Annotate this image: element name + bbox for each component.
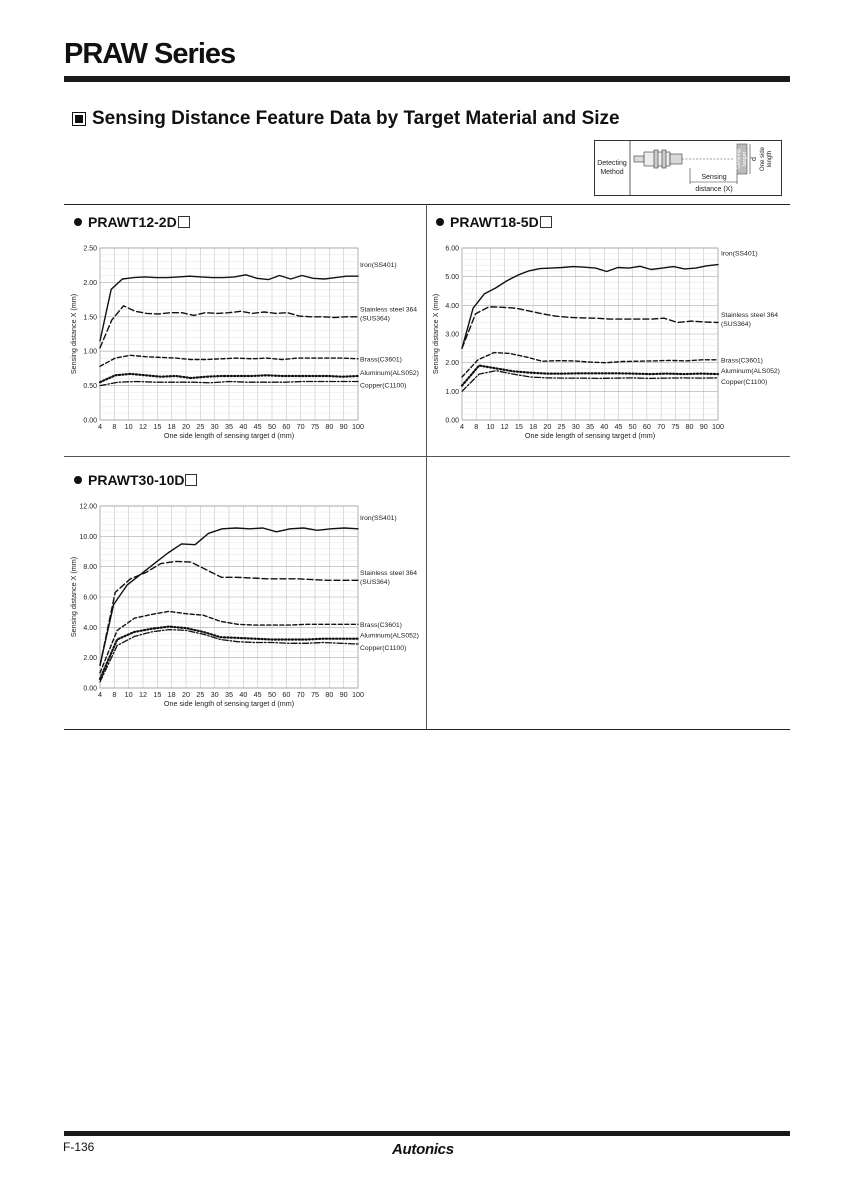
x-tick-label: 30 [571, 422, 580, 431]
x-tick-label: 70 [296, 690, 305, 699]
chart-panel-prawt30 [64, 464, 426, 726]
section-heading-text: Sensing Distance Feature Data by Target Material and Size [92, 108, 620, 129]
y-tick-label: 0.00 [445, 417, 459, 425]
x-tick-label: 4 [460, 422, 464, 431]
x-tick-label: 50 [268, 422, 276, 431]
chart-title-text: PRAWT30-10D [88, 472, 185, 488]
x-tick-label: 80 [325, 422, 334, 431]
x-tick-label: 90 [339, 422, 348, 431]
x-tick-label: 12 [139, 690, 147, 699]
x-tick-label: 30 [210, 422, 219, 431]
x-tick-label: 80 [685, 422, 694, 431]
legend-label: Stainless steel 364 [721, 312, 779, 320]
x-tick-label: 15 [153, 422, 162, 431]
footer-rule [64, 1131, 790, 1136]
x-tick-label: 35 [225, 422, 233, 431]
y-tick-label: 0.00 [83, 685, 97, 693]
chart-panel-prawt12 [64, 206, 426, 456]
x-tick-label: 75 [671, 422, 680, 431]
plot-area [445, 246, 724, 432]
x-tick-label: 45 [614, 422, 623, 431]
chart-title-text: PRAWT18-5D [450, 214, 539, 230]
y-tick-label: 4.00 [445, 302, 459, 310]
x-tick-label: 20 [182, 422, 190, 431]
x-tick-label: 75 [311, 690, 319, 699]
filled-square-icon [72, 112, 86, 126]
method-label-line1: Detecting [597, 160, 627, 167]
y-tick-label: 6.00 [83, 594, 97, 602]
x-tick-label: 60 [282, 690, 291, 699]
distance-label-line1: Sensing [701, 174, 727, 181]
x-tick-label: 25 [557, 422, 566, 431]
x-tick-label: 60 [642, 422, 651, 431]
section-heading [72, 108, 620, 130]
legend-label: (SUS364) [360, 578, 390, 586]
x-tick-label: 15 [153, 690, 162, 699]
detecting-method-diagram [594, 140, 782, 196]
x-tick-label: 90 [339, 690, 348, 699]
chart-prawt12 [64, 206, 426, 456]
plot-area [79, 504, 364, 700]
legend-label: Brass(C3601) [360, 356, 402, 364]
x-tick-label: 10 [124, 422, 133, 431]
x-tick-label: 50 [628, 422, 637, 431]
legend-label: Copper(C1100) [721, 378, 768, 386]
x-tick-label: 100 [352, 422, 364, 431]
x-tick-label: 40 [600, 422, 609, 431]
legend-label: Brass(C3601) [360, 621, 402, 629]
x-tick-label: 20 [182, 690, 190, 699]
y-tick-label: 6.00 [445, 245, 459, 253]
y-tick-label: 8.00 [83, 564, 97, 572]
y-tick-label: 2.00 [83, 279, 97, 287]
legend-label: Aluminum(ALS052) [360, 369, 419, 377]
legend-label: Aluminum(ALS052) [360, 632, 419, 640]
side-label-line1: One side [760, 146, 766, 172]
x-tick-label: 25 [196, 690, 205, 699]
x-tick-label: 18 [167, 690, 176, 699]
x-axis-label: One side length of sensing target d (mm) [163, 699, 295, 708]
x-tick-label: 80 [325, 690, 334, 699]
x-tick-label: 30 [210, 690, 219, 699]
y-tick-label: 5.00 [445, 274, 459, 282]
legend-label: Iron(SS401) [360, 514, 397, 522]
y-axis-label: Sensing distance X (mm) [69, 293, 78, 375]
y-tick-label: 2.00 [445, 360, 459, 368]
y-tick-label: 1.50 [83, 314, 97, 322]
chart-title-text: PRAWT12-2D [88, 214, 177, 230]
page-number: F-136 [63, 1140, 95, 1154]
x-tick-label: 25 [196, 422, 205, 431]
legend-label: (SUS364) [721, 321, 751, 329]
chart-panel-prawt18 [426, 206, 790, 456]
x-tick-label: 12 [500, 422, 509, 431]
legend-label: Copper(C1100) [360, 382, 407, 390]
x-axis-label: One side length of sensing target d (mm) [524, 431, 656, 440]
x-tick-label: 20 [543, 422, 552, 431]
legend-label: Stainless steel 364 [360, 306, 418, 314]
x-tick-label: 4 [98, 690, 102, 699]
x-tick-label: 75 [311, 422, 319, 431]
plot-area [83, 246, 364, 432]
y-axis-label: Sensing distance X (mm) [431, 293, 440, 375]
x-tick-label: 50 [268, 690, 276, 699]
x-tick-label: 10 [486, 422, 495, 431]
brand-logo: Autonics [392, 1141, 454, 1158]
y-tick-label: 2.00 [83, 655, 97, 663]
chart-grid-horizontal-divider [64, 456, 790, 457]
x-tick-label: 45 [253, 690, 262, 699]
x-tick-label: 15 [514, 422, 523, 431]
x-tick-label: 70 [657, 422, 666, 431]
legend-label: (SUS364) [360, 315, 390, 323]
y-tick-label: 3.00 [445, 331, 459, 339]
legend-label: Copper(C1100) [360, 645, 407, 653]
title-rule [64, 76, 790, 82]
y-tick-label: 4.00 [83, 624, 97, 632]
d-label: d [751, 157, 758, 161]
x-tick-label: 90 [699, 422, 708, 431]
x-tick-label: 100 [712, 422, 724, 431]
x-tick-label: 18 [529, 422, 538, 431]
x-tick-label: 35 [225, 690, 233, 699]
side-label-line2: length [767, 150, 773, 168]
page-title: PRAW Series [64, 38, 236, 70]
x-tick-label: 8 [112, 422, 117, 431]
x-tick-label: 100 [352, 690, 364, 699]
y-tick-label: 0.00 [83, 417, 97, 425]
target-label-line2: target [742, 151, 748, 167]
legend-label: Iron(SS401) [360, 262, 397, 270]
chart-prawt30 [64, 464, 426, 726]
x-tick-label: 8 [112, 690, 117, 699]
x-tick-label: 60 [282, 422, 291, 431]
y-tick-label: 12.00 [79, 503, 97, 511]
target-label-line1: Sensing [736, 149, 742, 169]
legend-label: Stainless steel 364 [360, 569, 418, 577]
y-tick-label: 1.00 [83, 348, 97, 356]
y-tick-label: 10.00 [79, 533, 97, 541]
x-tick-label: 4 [98, 422, 102, 431]
legend-label: Aluminum(ALS052) [721, 368, 780, 376]
y-tick-label: 1.00 [445, 388, 459, 396]
x-tick-label: 18 [167, 422, 176, 431]
legend-label: Iron(SS401) [721, 250, 758, 258]
x-axis-label: One side length of sensing target d (mm) [163, 431, 295, 440]
x-tick-label: 45 [253, 422, 262, 431]
x-tick-label: 40 [239, 690, 248, 699]
x-tick-label: 40 [239, 422, 248, 431]
x-tick-label: 70 [296, 422, 305, 431]
chart-prawt18 [426, 206, 790, 456]
x-tick-label: 8 [474, 422, 479, 431]
x-tick-label: 10 [124, 690, 133, 699]
x-tick-label: 35 [586, 422, 594, 431]
legend-label: Brass(C3601) [721, 357, 763, 365]
distance-label-line2: distance (X) [695, 186, 733, 193]
y-tick-label: 0.50 [83, 383, 97, 391]
x-tick-label: 12 [139, 422, 147, 431]
y-tick-label: 2.50 [83, 245, 97, 253]
y-axis-label: Sensing distance X (mm) [69, 556, 78, 638]
method-label-line2: Method [600, 169, 624, 176]
